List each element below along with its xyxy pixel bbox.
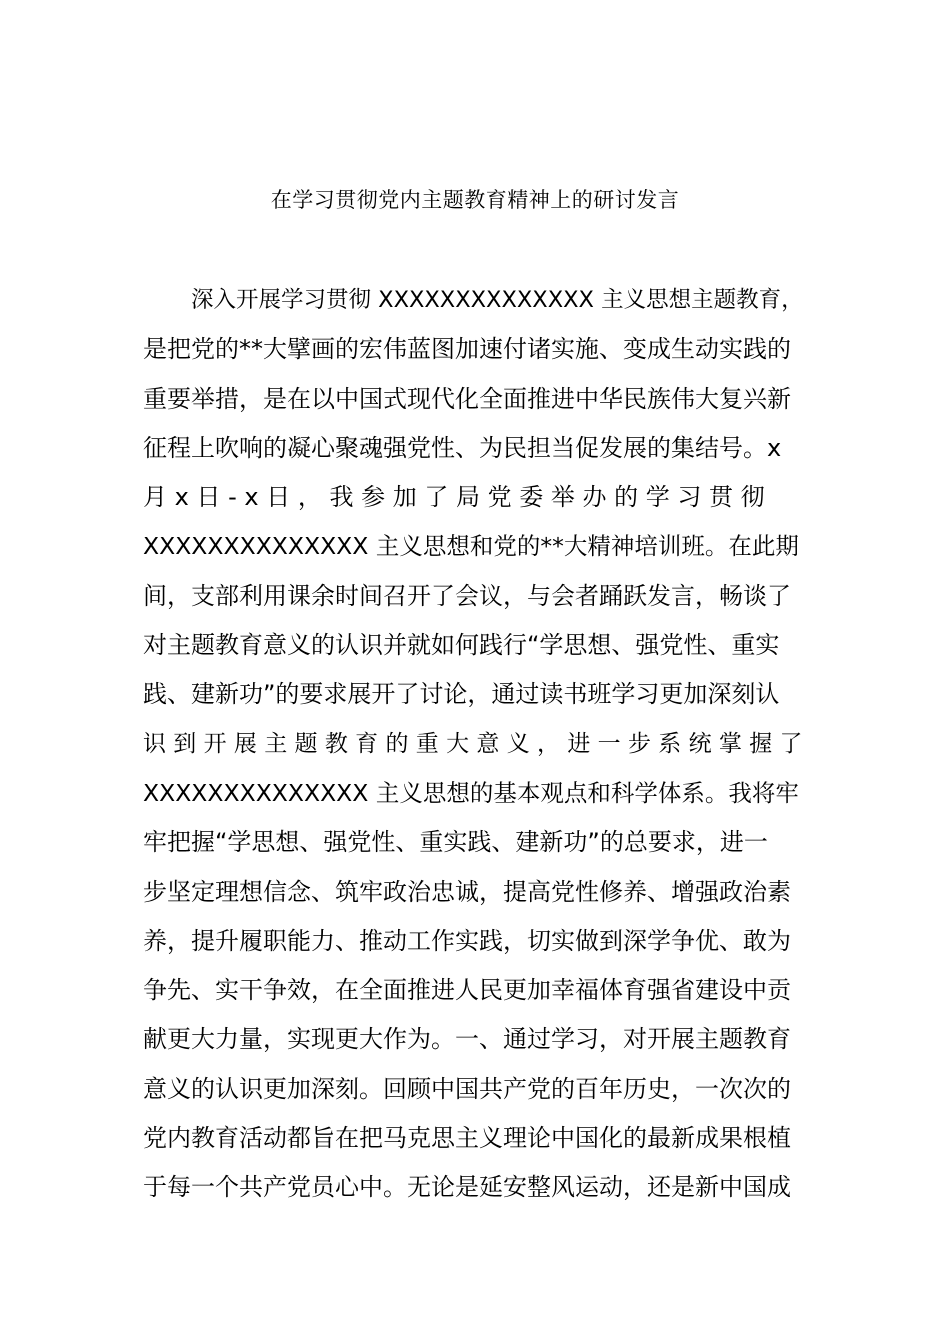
body-line: 意义的认识更加深刻。回顾中国共产党的百年历史，一次次的	[143, 1074, 791, 1103]
body-line: 党内教育活动都旨在把马克思主义理论中国化的最新成果根植	[143, 1124, 791, 1153]
document-title: 在学习贯彻党内主题教育精神上的研讨发言	[270, 188, 680, 212]
body-line: 献更大力量，实现更大作为。一、通过学习，对开展主题教育	[143, 1025, 791, 1054]
body-line: 步坚定理想信念、筑牢政治忠诚，提高党性修养、增强政治素	[143, 877, 791, 906]
body-line-text: 深入开展学习贯彻 XXXXXXXXXXXXXX 主义思想主题教育，	[191, 287, 804, 313]
body-line: XXXXXXXXXXXXXX 主义思想的基本观点和科学体系。我将牢	[143, 778, 799, 807]
body-line: 牢把握“学思想、强党性、重实践、建新功”的总要求，进一	[143, 828, 768, 857]
body-line	[143, 276, 807, 325]
body-line: 重要举措，是在以中国式现代化全面推进中华民族伟大复兴新	[143, 384, 791, 413]
body-line: 践、建新功”的要求展开了讨论，通过读书班学习更加深刻认	[143, 680, 780, 709]
body-line: XXXXXXXXXXXXXX 主义思想和党的**大精神培训班。在此期	[143, 532, 799, 561]
body-line: 于每一个共产党员心中。无论是延安整风运动，还是新中国成	[143, 1173, 791, 1202]
body-line: 争先、实干争效，在全面推进人民更加幸福体育强省建设中贡	[143, 976, 791, 1005]
body-line: 识 到 开 展 主 题 教 育 的 重 大 意 义 ， 进 一 步 系 统 掌 握 了	[143, 730, 803, 757]
body-line: 养，提升履职能力、推动工作实践，切实做到深学争优、敢为	[143, 926, 791, 955]
body-line: 是把党的**大擘画的宏伟蓝图加速付诸实施、变成生动实践的	[143, 335, 791, 364]
body-line: 间，支部利用课余时间召开了会议，与会者踊跃发言，畅谈了	[143, 581, 791, 610]
document-body	[143, 276, 807, 1213]
body-line: 月 x 日 - x 日 ， 我 参 加 了 局 党 委 举 办 的 学 习 贯 彻	[143, 483, 765, 512]
body-line: 对主题教育意义的认识并就如何践行“学思想、强党性、重实	[143, 631, 780, 660]
body-line: 征程上吹响的凝心聚魂强党性、为民担当促发展的集结号。x	[143, 433, 782, 462]
